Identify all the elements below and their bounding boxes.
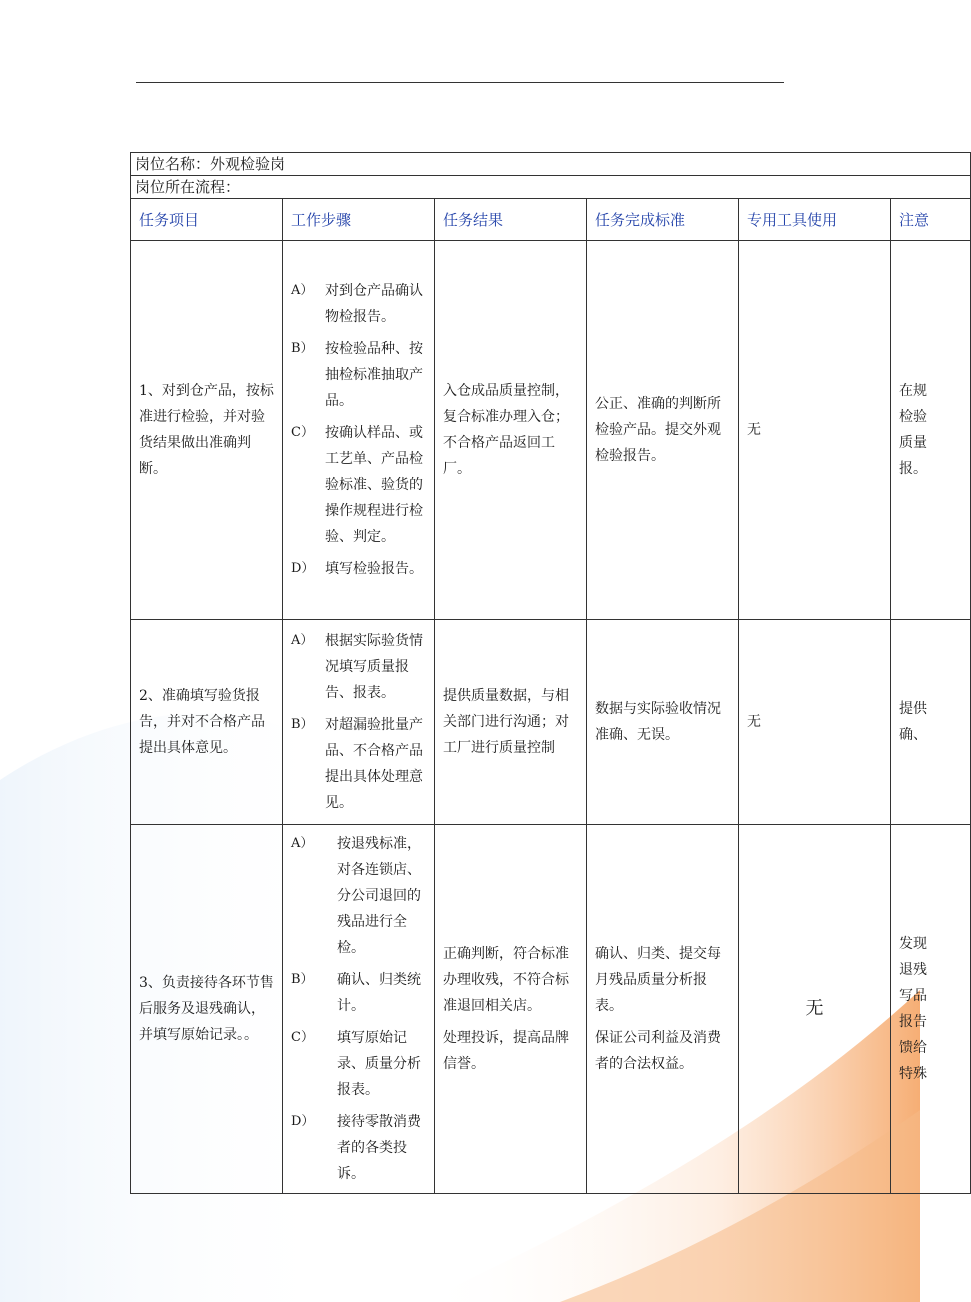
tool-cell: 无 xyxy=(739,620,891,825)
step-item: A） 对到仓产品确认物检报告。 xyxy=(291,283,423,325)
table-row xyxy=(131,620,971,825)
note-cell: 提供 确、 xyxy=(891,620,971,825)
tool-cell: 无 xyxy=(739,241,891,620)
step-item: C） 填写原始记录、质量分析报表。 xyxy=(291,1030,421,1098)
table-header-row xyxy=(131,199,971,241)
table-row xyxy=(131,241,971,620)
result-cell: 入仓成品质量控制，复合标准办理入仓；不合格产品返回工厂。 xyxy=(435,241,587,620)
note-cell: 发现 退残 写品 报告 馈给 特殊 xyxy=(891,825,971,1194)
tool-cell: 无 xyxy=(739,825,891,1194)
step-item: A） 按退残标准，对各连锁店、分公司退回的残品进行全检。 xyxy=(291,836,421,956)
header-standard: 任务完成标准 xyxy=(587,199,739,241)
result-cell: 正确判断，符合标准办理收残，不符合标准退回相关店。 处理投诉，提高品牌信誉。 xyxy=(435,825,587,1194)
steps-cell xyxy=(283,620,435,825)
header-result: 任务结果 xyxy=(435,199,587,241)
step-item: B） 按检验品种、按抽检标准抽取产品。 xyxy=(291,341,423,409)
header-tool: 专用工具使用 xyxy=(739,199,891,241)
standard-cell: 确认、归类、提交每月残品质量分析报表。 保证公司利益及消费者的合法权益。 xyxy=(587,825,739,1194)
note-cell: 在规 检验 质量 报。 xyxy=(891,241,971,620)
table-row xyxy=(131,825,971,1194)
result-cell: 提供质量数据，与相关部门进行沟通；对工厂进行质量控制 xyxy=(435,620,587,825)
header-steps: 工作步骤 xyxy=(283,199,435,241)
post-name: 岗位名称：外观检验岗 xyxy=(131,153,971,176)
task-cell: 1、对到仓产品，按标准进行检验，并对验货结果做出准确判断。 xyxy=(131,241,283,620)
header-task: 任务项目 xyxy=(131,199,283,241)
header-note: 注意 xyxy=(891,199,971,241)
steps-cell xyxy=(283,825,435,1194)
job-description-table xyxy=(130,152,971,1194)
task-cell: 3、负责接待各环节售后服务及退残确认，并填写原始记录。。 xyxy=(131,825,283,1194)
step-item: B） 确认、归类统计。 xyxy=(291,972,421,1014)
process-field: 岗位所在流程： xyxy=(131,176,971,199)
step-item: D） 接待零散消费者的各类投诉。 xyxy=(291,1114,421,1182)
standard-cell: 数据与实际验收情况准确、无误。 xyxy=(587,620,739,825)
step-item: D） 填写检验报告。 xyxy=(291,561,423,577)
standard-cell: 公正、准确的判断所检验产品。提交外观检验报告。 xyxy=(587,241,739,620)
task-cell: 2、准确填写验货报告，并对不合格产品提出具体意见。 xyxy=(131,620,283,825)
steps-cell xyxy=(283,241,435,620)
step-item: B） 对超漏验批量产品、不合格产品提出具体处理意见。 xyxy=(291,717,423,811)
step-item: C） 按确认样品、或工艺单、产品检验标准、验货的操作规程进行检验、判定。 xyxy=(291,425,423,545)
header-rule xyxy=(136,82,784,83)
step-item: A） 根据实际验货情况填写质量报告、报表。 xyxy=(291,633,423,701)
